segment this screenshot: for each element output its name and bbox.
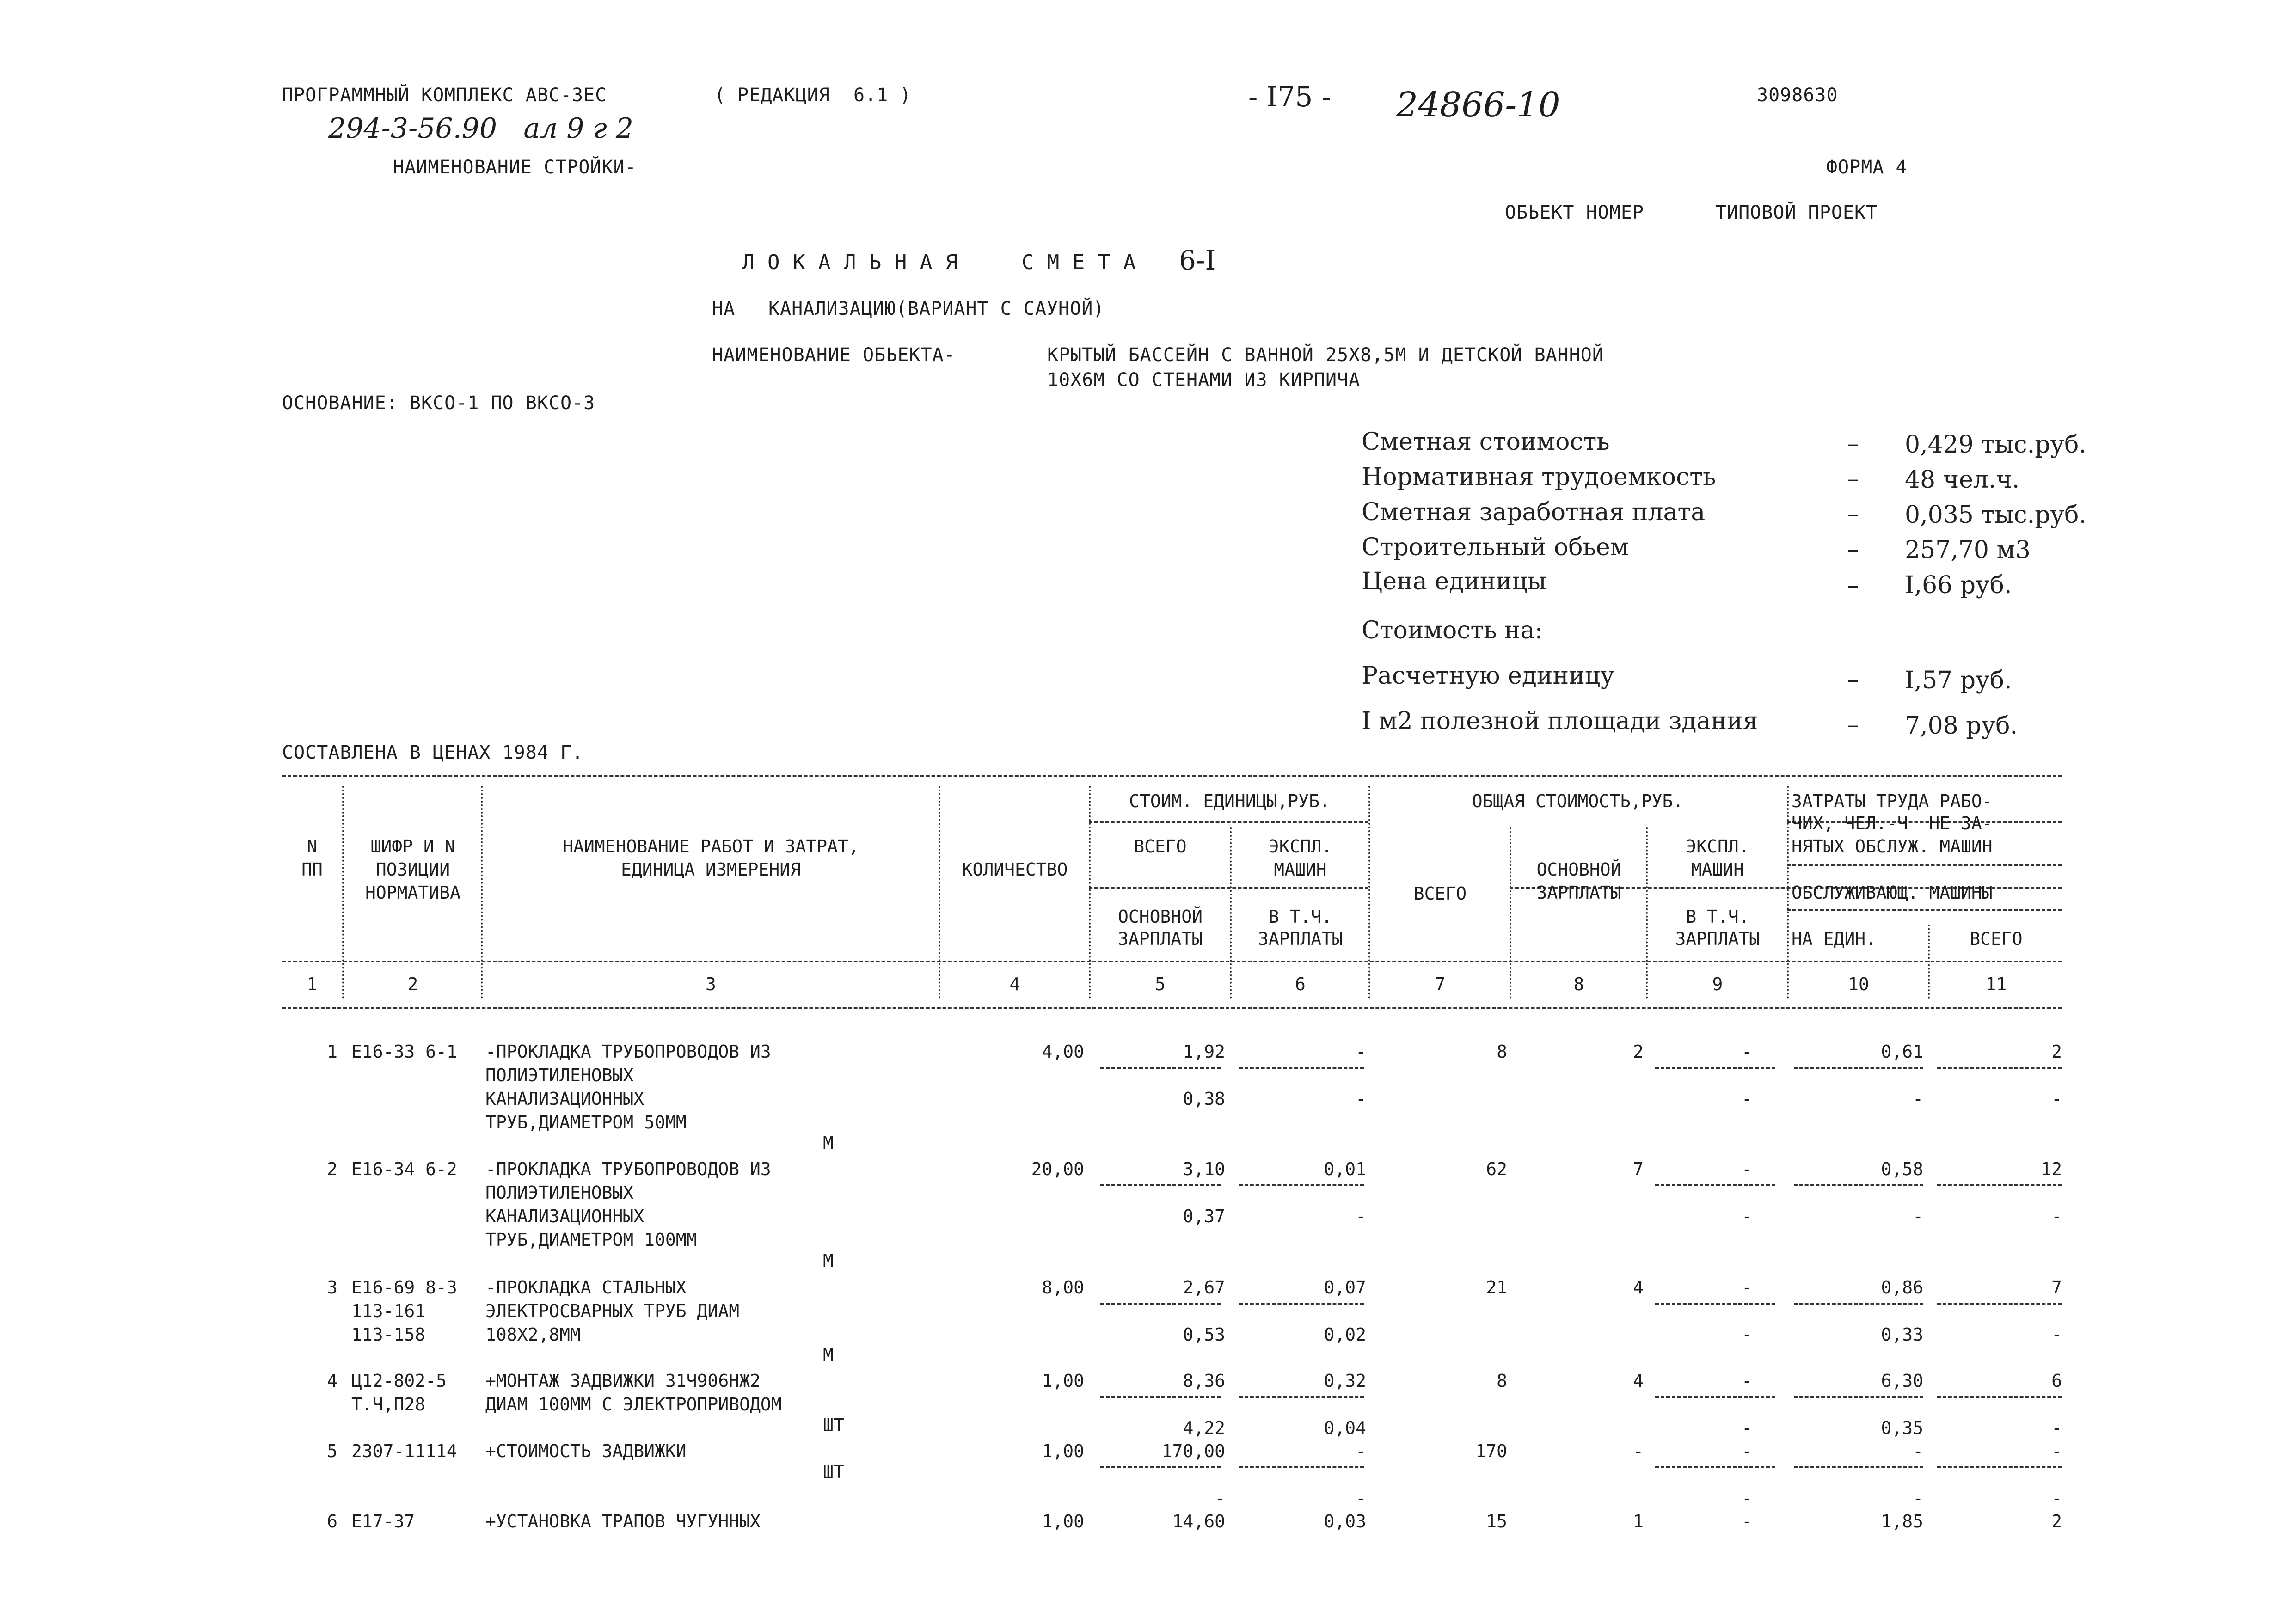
header-unit-expl: ЭКСПЛ. — [1268, 836, 1332, 857]
row-code: 113-161 — [351, 1301, 426, 1321]
row-quantity: 20,00 — [1031, 1159, 1084, 1179]
row-total-expl: - — [1742, 1159, 1752, 1179]
row-labor-all: 7 — [2051, 1277, 2062, 1298]
row-unit-total: 1,92 — [1183, 1042, 1225, 1062]
row-quantity: 1,00 — [1042, 1441, 1084, 1461]
summary-label: Цена единицы — [1362, 568, 1546, 595]
row-unit-incl: 0,02 — [1324, 1324, 1366, 1345]
row-code: Е17-37 — [351, 1511, 415, 1532]
row-labor-unit-b: 0,33 — [1881, 1324, 1923, 1345]
row-labor-unit: 1,85 — [1881, 1511, 1923, 1532]
column-number: 6 — [1295, 974, 1306, 994]
sub-rule — [1794, 1184, 1923, 1186]
sub-rule — [1655, 1184, 1775, 1186]
row-total-expl: - — [1742, 1441, 1752, 1461]
object-number-label: ОБЬЕКТ НОМЕР — [1505, 202, 1644, 223]
header-col-quantity: КОЛИЧЕСТВО — [962, 859, 1068, 880]
row-name: КАНАЛИЗАЦИОННЫХ — [485, 1206, 644, 1226]
row-total-all: 170 — [1475, 1441, 1507, 1461]
row-total-incl: - — [1742, 1089, 1752, 1109]
row-unit: М — [823, 1133, 834, 1153]
rule — [1787, 909, 2062, 911]
header-total-expl: МАШИН — [1691, 859, 1744, 880]
row-labor-unit-b: - — [1913, 1089, 1923, 1109]
sub-rule — [1794, 1466, 1923, 1468]
row-number: 1 — [327, 1042, 338, 1062]
row-name: 108Х2,8ММ — [485, 1324, 581, 1345]
row-unit-total: 3,10 — [1183, 1159, 1225, 1179]
object-name-line1: КРЫТЫЙ БАССЕЙН С ВАННОЙ 25Х8,5М И ДЕТСКОЙ ВАННОЙ — [1047, 344, 1604, 366]
row-labor-unit-b: - — [1913, 1488, 1923, 1508]
column-number: 10 — [1848, 974, 1869, 994]
page-title: Л О К А Л Ь Н А Я С М Е Т А — [742, 251, 1136, 274]
summary-label: I м2 полезной площади здания — [1362, 707, 1758, 735]
summary-value: 0,429 тыс.руб. — [1905, 431, 2086, 459]
row-unit-total: 2,67 — [1183, 1277, 1225, 1298]
row-quantity: 1,00 — [1042, 1511, 1084, 1532]
sub-rule — [1239, 1466, 1364, 1468]
row-unit-total: 170,00 — [1161, 1441, 1225, 1461]
row-total-expl: - — [1742, 1371, 1752, 1391]
sub-rule — [1937, 1466, 2062, 1468]
construction-name-label: НАИМЕНОВАНИЕ СТРОЙКИ- — [393, 157, 637, 178]
header-unit-cost: СТОИМ. ЕДИНИЦЫ,РУБ. — [1129, 791, 1330, 811]
summary-label: Строительный обьем — [1362, 533, 1629, 561]
row-total-incl: - — [1742, 1206, 1752, 1226]
row-labor-all-b: - — [2051, 1488, 2062, 1508]
rule — [1089, 887, 1368, 889]
sub-rule — [1655, 1303, 1775, 1305]
row-number: 5 — [327, 1441, 338, 1461]
header-total-incl: В Т.Ч. — [1686, 907, 1749, 927]
column-number: 8 — [1573, 974, 1584, 994]
row-unit-total: 14,60 — [1172, 1511, 1225, 1532]
row-total-expl: - — [1742, 1511, 1752, 1532]
row-quantity: 8,00 — [1042, 1277, 1084, 1298]
sub-rule — [1100, 1067, 1221, 1069]
row-total-basic: - — [1633, 1441, 1644, 1461]
row-unit-expl: 0,03 — [1324, 1511, 1366, 1532]
row-unit-expl: 0,32 — [1324, 1371, 1366, 1391]
column-number: 9 — [1712, 974, 1723, 994]
header-unit-expl: МАШИН — [1274, 859, 1327, 880]
row-unit-incl: - — [1356, 1488, 1366, 1508]
row-labor-all-b: - — [2051, 1206, 2062, 1226]
row-labor-unit: 0,58 — [1881, 1159, 1923, 1179]
header-labor-all: ВСЕГО — [1970, 929, 2023, 949]
sub-rule — [1794, 1396, 1923, 1398]
column-number: 2 — [407, 974, 418, 994]
summary-label: Стоимость на: — [1362, 617, 1543, 644]
row-total-incl: - — [1742, 1418, 1752, 1438]
row-total-basic: 4 — [1633, 1371, 1644, 1391]
edition: ( РЕДАКЦИЯ 6.1 ) — [714, 85, 912, 106]
row-unit: М — [823, 1345, 834, 1366]
row-labor-unit: 6,30 — [1881, 1371, 1923, 1391]
row-unit-total: 8,36 — [1183, 1371, 1225, 1391]
header-unit-incl: В Т.Ч. — [1268, 907, 1332, 927]
row-total-all: 8 — [1497, 1042, 1507, 1062]
row-unit: ШТ — [823, 1462, 844, 1482]
header-labor: ЗАТРАТЫ ТРУДА РАБО- — [1792, 791, 1993, 811]
row-name: +СТОИМОСТЬ ЗАДВИЖКИ — [485, 1441, 687, 1461]
row-total-incl: - — [1742, 1488, 1752, 1508]
row-name: -ПРОКЛАДКА СТАЛЬНЫХ — [485, 1277, 687, 1298]
sub-rule — [1239, 1303, 1364, 1305]
summary-value: I,66 руб. — [1905, 571, 2012, 599]
header-col-code: НОРМАТИВА — [365, 882, 460, 903]
header-unit-basic: ЗАРПЛАТЫ — [1117, 929, 1203, 949]
row-name: -ПРОКЛАДКА ТРУБОПРОВОДОВ ИЗ — [485, 1159, 771, 1179]
row-unit-basic: 0,53 — [1183, 1324, 1225, 1345]
row-code: Е16-69 8-3 — [351, 1277, 457, 1298]
column-number: 3 — [706, 974, 716, 994]
row-total-basic: 2 — [1633, 1042, 1644, 1062]
sub-rule — [1239, 1184, 1364, 1186]
row-name: +УСТАНОВКА ТРАПОВ ЧУГУННЫХ — [485, 1511, 761, 1532]
header-unit-basic: ОСНОВНОЙ — [1117, 907, 1203, 927]
sub-rule — [1100, 1466, 1221, 1468]
sub-rule — [1655, 1067, 1775, 1069]
sub-rule — [1100, 1303, 1221, 1305]
header-total-basic: ОСНОВНОЙ — [1536, 859, 1621, 880]
row-labor-unit: - — [1913, 1441, 1923, 1461]
row-unit-expl: - — [1356, 1042, 1366, 1062]
prices-note: СОСТАВЛЕНА В ЦЕНАХ 1984 Г. — [282, 742, 584, 763]
row-name: -ПРОКЛАДКА ТРУБОПРОВОДОВ ИЗ — [485, 1042, 771, 1062]
row-total-expl: - — [1742, 1042, 1752, 1062]
column-number: 7 — [1435, 974, 1446, 994]
row-total-incl: - — [1742, 1324, 1752, 1345]
row-unit-basic: - — [1215, 1488, 1225, 1508]
header-col-code: ПОЗИЦИИ — [375, 859, 450, 880]
row-code: Т.Ч,П28 — [351, 1394, 426, 1415]
row-unit-basic: 0,37 — [1183, 1206, 1225, 1226]
sub-rule — [1655, 1466, 1775, 1468]
header-labor: ЧИХ, ЧЕЛ.-Ч НЕ ЗА- — [1792, 813, 1993, 833]
row-total-all: 62 — [1486, 1159, 1507, 1179]
row-labor-unit-b: - — [1913, 1206, 1923, 1226]
handwritten-reference: 294-3-56.90 ал 9 г 2 — [328, 112, 634, 145]
row-labor-all-b: - — [2051, 1089, 2062, 1109]
row-total-all: 8 — [1497, 1371, 1507, 1391]
typical-project-label: ТИПОВОЙ ПРОЕКТ — [1715, 202, 1878, 223]
header-col-code: ШИФР И N — [370, 836, 455, 857]
row-labor-unit-b: 0,35 — [1881, 1418, 1923, 1438]
header-total-all: ВСЕГО — [1413, 883, 1467, 904]
summary-value: I,57 руб. — [1905, 667, 2012, 694]
sub-rule — [1100, 1184, 1221, 1186]
header-col-n: N — [307, 836, 318, 857]
sub-rule — [1239, 1396, 1364, 1398]
row-number: 3 — [327, 1277, 338, 1298]
row-name: ПОЛИЭТИЛЕНОВЫХ — [485, 1065, 634, 1085]
column-number: 11 — [1985, 974, 2007, 994]
header-col-name: НАИМЕНОВАНИЕ РАБОТ И ЗАТРАТ, — [563, 836, 859, 857]
sub-rule — [1100, 1396, 1221, 1398]
estimate-number: 6-I — [1179, 245, 1216, 276]
row-unit-incl: - — [1356, 1206, 1366, 1226]
table-top-rule — [282, 775, 2062, 777]
header-col-n: ПП — [301, 859, 323, 880]
row-quantity: 4,00 — [1042, 1042, 1084, 1062]
row-labor-all: 2 — [2051, 1042, 2062, 1062]
row-unit-incl: 0,04 — [1324, 1418, 1366, 1438]
row-unit: ШТ — [823, 1415, 844, 1435]
row-labor-all-b: - — [2051, 1324, 2062, 1345]
row-labor-all-b: - — [2051, 1418, 2062, 1438]
sub-rule — [1937, 1303, 2062, 1305]
sub-rule — [1655, 1396, 1775, 1398]
program-name: ПРОГРАММНЫЙ КОМПЛЕКС АВС-3ЕС — [282, 85, 607, 106]
sub-rule — [1239, 1067, 1364, 1069]
row-name: ТРУБ,ДИАМЕТРОМ 50ММ — [485, 1112, 687, 1133]
sub-rule — [1794, 1303, 1923, 1305]
row-name: ТРУБ,ДИАМЕТРОМ 100ММ — [485, 1230, 697, 1250]
row-unit-incl: - — [1356, 1089, 1366, 1109]
header-labor: НЯТЫХ ОБСЛУЖ. МАШИН — [1792, 836, 1993, 857]
header-unit-total: ВСЕГО — [1134, 836, 1187, 857]
header-total-cost: ОБЩАЯ СТОИМОСТЬ,РУБ. — [1472, 791, 1684, 811]
row-unit-expl: 0,01 — [1324, 1159, 1366, 1179]
summary-value: 0,035 тыс.руб. — [1905, 501, 2086, 529]
row-unit-expl: 0,07 — [1324, 1277, 1366, 1298]
summary-value: 7,08 руб. — [1905, 712, 2018, 740]
summary-label: Сметная стоимость — [1362, 428, 1610, 456]
column-number: 4 — [1009, 974, 1020, 994]
row-code: 113-158 — [351, 1324, 426, 1345]
header-col-name: ЕДИНИЦА ИЗМЕРЕНИЯ — [621, 859, 801, 880]
row-code: Ц12-802-5 — [351, 1371, 447, 1391]
summary-value: 48 чел.ч. — [1905, 466, 2020, 494]
header-total-expl: ЭКСПЛ. — [1686, 836, 1749, 857]
form-label: ФОРМА 4 — [1826, 157, 1908, 178]
row-name: КАНАЛИЗАЦИОННЫХ — [485, 1089, 644, 1109]
row-quantity: 1,00 — [1042, 1371, 1084, 1391]
sub-rule — [1937, 1184, 2062, 1186]
row-name: ЭЛЕКТРОСВАРНЫХ ТРУБ ДИАМ — [485, 1301, 740, 1321]
table-header-rule — [282, 961, 2062, 962]
column-numbers-rule — [282, 1007, 2062, 1009]
row-total-all: 21 — [1486, 1277, 1507, 1298]
header-labor-machines: ОБСЛУЖИВАЮЩ. МАШИНЫ — [1792, 882, 1993, 903]
column-number: 5 — [1155, 974, 1166, 994]
on-label: НА — [712, 298, 736, 319]
row-labor-all: - — [2051, 1441, 2062, 1461]
summary-label: Нормативная трудоемкость — [1362, 463, 1716, 491]
row-unit-basic: 4,22 — [1183, 1418, 1225, 1438]
object-name-line2: 10Х6М СО СТЕНАМИ ИЗ КИРПИЧА — [1047, 369, 1361, 391]
object-name-label: НАИМЕНОВАНИЕ ОБЬЕКТА- — [712, 344, 956, 366]
row-code: Е16-34 6-2 — [351, 1159, 457, 1179]
header-unit-incl: ЗАРПЛАТЫ — [1258, 929, 1343, 949]
handwritten-code: 24866-10 — [1396, 85, 1560, 125]
row-number: 6 — [327, 1511, 338, 1532]
row-total-expl: - — [1742, 1277, 1752, 1298]
row-number: 4 — [327, 1371, 338, 1391]
sub-rule — [1937, 1396, 2062, 1398]
row-unit-basic: 0,38 — [1183, 1089, 1225, 1109]
row-code: Е16-33 6-1 — [351, 1042, 457, 1062]
page-number: - I75 - — [1248, 81, 1331, 113]
document-number: 3098630 — [1757, 85, 1838, 106]
header-total-basic: ЗАРПЛАТЫ — [1536, 882, 1621, 903]
row-total-basic: 4 — [1633, 1277, 1644, 1298]
row-labor-all: 2 — [2051, 1511, 2062, 1532]
row-unit-expl: - — [1356, 1441, 1366, 1461]
row-labor-all: 6 — [2051, 1371, 2062, 1391]
sub-rule — [1794, 1067, 1923, 1069]
summary-label: Сметная заработная плата — [1362, 498, 1706, 526]
row-code: 2307-11114 — [351, 1441, 457, 1461]
header-labor-unit: НА ЕДИН. — [1792, 929, 1877, 949]
rule — [1089, 821, 1368, 823]
rule — [1787, 864, 2062, 866]
row-number: 2 — [327, 1159, 338, 1179]
estimate-subject: КАНАЛИЗАЦИЮ(ВАРИАНТ С САУНОЙ) — [768, 298, 1105, 319]
summary-label: Расчетную единицу — [1362, 662, 1614, 690]
row-total-basic: 1 — [1633, 1511, 1644, 1532]
sub-rule — [1937, 1067, 2062, 1069]
row-labor-all: 12 — [2041, 1159, 2062, 1179]
basis: ОСНОВАНИЕ: ВКСО-1 ПО ВКСО-3 — [282, 392, 595, 414]
row-name: ПОЛИЭТИЛЕНОВЫХ — [485, 1183, 634, 1203]
column-number: 1 — [307, 974, 318, 994]
header-total-incl: ЗАРПЛАТЫ — [1675, 929, 1760, 949]
row-name: +МОНТАЖ ЗАДВИЖКИ 31Ч906НЖ2 — [485, 1371, 761, 1391]
row-labor-unit: 0,86 — [1881, 1277, 1923, 1298]
summary-value: 257,70 м3 — [1905, 536, 2031, 564]
row-labor-unit: 0,61 — [1881, 1042, 1923, 1062]
row-name: ДИАМ 100ММ С ЭЛЕКТРОПРИВОДОМ — [485, 1394, 782, 1415]
row-total-basic: 7 — [1633, 1159, 1644, 1179]
row-unit: М — [823, 1250, 834, 1271]
row-total-all: 15 — [1486, 1511, 1507, 1532]
